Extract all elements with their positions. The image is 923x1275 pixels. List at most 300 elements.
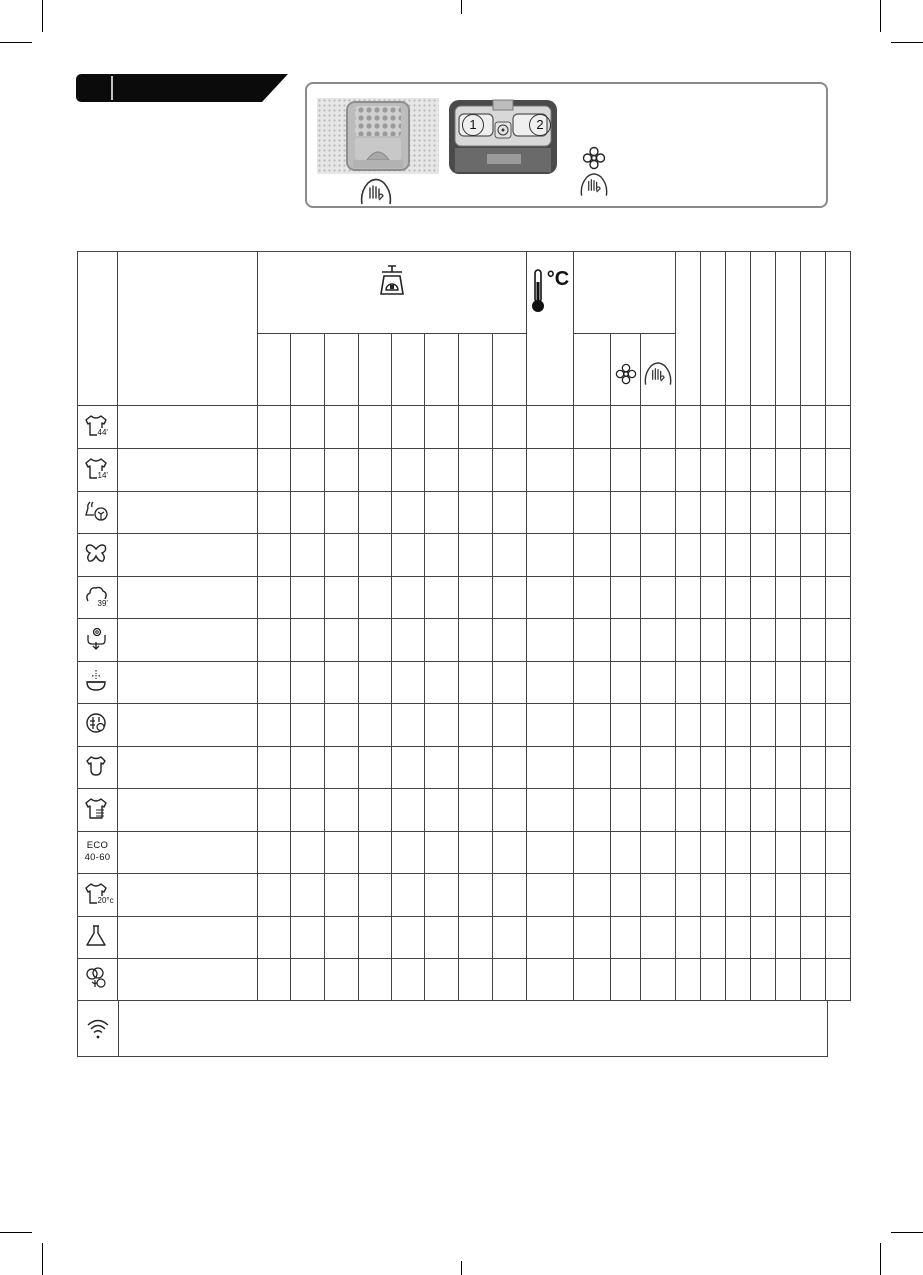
programme-cell xyxy=(493,832,527,874)
programme-cell xyxy=(392,449,425,492)
programme-cell xyxy=(118,662,258,704)
programme-cell xyxy=(493,534,527,577)
programme-cell xyxy=(726,959,751,1001)
programme-cell xyxy=(574,789,611,832)
programme-duration-label: 44' xyxy=(97,428,108,437)
programme-cell xyxy=(325,704,359,747)
programme-cell xyxy=(425,534,459,577)
programme-cell xyxy=(776,577,801,619)
programme-cell xyxy=(527,917,574,959)
header-col xyxy=(801,252,826,406)
programme-cell xyxy=(611,959,641,1001)
programme-cell xyxy=(751,577,776,619)
programme-cell xyxy=(258,619,291,662)
programme-cell xyxy=(325,789,359,832)
flask-icon xyxy=(84,924,112,952)
programme-cell xyxy=(826,577,851,619)
programme-cell xyxy=(676,406,701,449)
programme-cell xyxy=(118,449,258,492)
programme-cell xyxy=(776,406,801,449)
programme-cell xyxy=(751,704,776,747)
programme-cell xyxy=(493,406,527,449)
programme-cell xyxy=(574,577,611,619)
programme-row xyxy=(78,662,851,704)
programme-cell xyxy=(392,704,425,747)
programme-cell xyxy=(493,662,527,704)
programme-cell xyxy=(359,959,392,1001)
crop-mark xyxy=(880,0,881,32)
programme-cell xyxy=(801,619,826,662)
header-temperature xyxy=(527,252,574,406)
programme-cell xyxy=(258,789,291,832)
crop-mark xyxy=(891,42,923,43)
programme-cell xyxy=(325,449,359,492)
programme-cell xyxy=(574,832,611,874)
header-softener xyxy=(611,334,641,406)
programme-cell xyxy=(611,662,641,704)
programme-cell xyxy=(359,662,392,704)
crop-mark xyxy=(0,42,32,43)
programme-cell xyxy=(459,492,493,534)
programme-row xyxy=(78,747,851,789)
programme-cell xyxy=(291,534,325,577)
programme-cell xyxy=(826,959,851,1001)
programme-cell xyxy=(527,406,574,449)
eco-icon: ECO 40-60 xyxy=(84,840,111,863)
programme-row xyxy=(78,789,851,832)
programme-cell xyxy=(574,534,611,577)
programme-icon-cell xyxy=(78,449,118,492)
programme-cell xyxy=(359,406,392,449)
programme-icon-cell xyxy=(78,662,118,704)
programme-cell xyxy=(611,619,641,662)
programme-cell xyxy=(726,492,751,534)
programme-cell xyxy=(459,959,493,1001)
programme-cell xyxy=(574,406,611,449)
programme-cell xyxy=(801,917,826,959)
header-programme-col xyxy=(118,252,258,406)
programme-cell xyxy=(611,449,641,492)
programme-icon-cell xyxy=(78,917,118,959)
programme-cell xyxy=(493,492,527,534)
programme-cell xyxy=(359,534,392,577)
programme-cell xyxy=(641,917,676,959)
programme-cell xyxy=(527,534,574,577)
programme-cell xyxy=(392,959,425,1001)
programme-cell xyxy=(425,577,459,619)
programme-cell xyxy=(801,789,826,832)
programme-cell xyxy=(425,449,459,492)
programme-cell xyxy=(701,492,726,534)
programme-cell xyxy=(751,619,776,662)
programme-cell xyxy=(291,577,325,619)
programme-cell xyxy=(291,747,325,789)
crop-mark xyxy=(42,0,43,32)
programme-cell xyxy=(527,832,574,874)
programme-cell xyxy=(459,662,493,704)
programme-cell xyxy=(726,534,751,577)
programme-cell xyxy=(291,917,325,959)
programme-row xyxy=(78,449,851,492)
header-col xyxy=(776,252,801,406)
programme-cell xyxy=(641,619,676,662)
programme-cell xyxy=(459,406,493,449)
programme-cell xyxy=(701,534,726,577)
programme-cell xyxy=(726,874,751,917)
programme-cell xyxy=(641,492,676,534)
programme-icon-cell xyxy=(78,406,118,449)
programme-cell xyxy=(392,577,425,619)
programme-cell xyxy=(425,747,459,789)
programme-cell xyxy=(425,874,459,917)
programme-cell xyxy=(574,917,611,959)
programme-cell xyxy=(392,747,425,789)
programme-cell xyxy=(118,832,258,874)
baby-care-icon xyxy=(84,754,112,782)
programme-cell xyxy=(701,747,726,789)
programme-cell xyxy=(776,449,801,492)
programme-cell xyxy=(392,406,425,449)
programme-cell xyxy=(527,577,574,619)
programme-cell xyxy=(641,832,676,874)
programme-cell xyxy=(826,704,851,747)
hand-touch-icon xyxy=(643,361,673,387)
crop-mark xyxy=(461,1261,462,1275)
cold-20-icon xyxy=(84,881,112,909)
programme-cell xyxy=(776,747,801,789)
programme-cell xyxy=(776,492,801,534)
delicate-butterfly-icon xyxy=(84,541,112,569)
programme-cell xyxy=(258,577,291,619)
programme-icon-cell xyxy=(78,704,118,747)
programme-cell xyxy=(801,959,826,1001)
programme-cell xyxy=(359,704,392,747)
programme-cell xyxy=(826,662,851,704)
programme-cell xyxy=(359,492,392,534)
programme-cell xyxy=(776,662,801,704)
programme-cell xyxy=(611,747,641,789)
temperature-unit: °C xyxy=(546,268,570,290)
programme-icon-cell xyxy=(78,619,118,662)
programme-cell xyxy=(701,619,726,662)
programme-cell xyxy=(611,534,641,577)
programme-cell xyxy=(641,959,676,1001)
programme-cell xyxy=(392,832,425,874)
programme-cell xyxy=(701,874,726,917)
programme-cell xyxy=(611,492,641,534)
programme-cell xyxy=(258,917,291,959)
programme-cell xyxy=(425,662,459,704)
programme-cell xyxy=(493,577,527,619)
programme-cell xyxy=(726,917,751,959)
programme-cell xyxy=(826,619,851,662)
thermometer-icon xyxy=(531,268,545,314)
drum-clean-icon xyxy=(84,711,112,739)
programme-cell xyxy=(751,874,776,917)
programme-cell xyxy=(826,917,851,959)
programme-cell xyxy=(493,917,527,959)
programme-cell xyxy=(118,577,258,619)
programme-cell xyxy=(459,747,493,789)
programme-cell xyxy=(291,874,325,917)
programme-row xyxy=(78,492,851,534)
programme-cell xyxy=(527,747,574,789)
header-col xyxy=(701,252,726,406)
softener-flower-icon xyxy=(582,146,606,175)
programme-cell xyxy=(611,406,641,449)
programme-cell xyxy=(701,577,726,619)
programme-cell xyxy=(641,534,676,577)
programme-cell xyxy=(676,492,701,534)
programme-cell xyxy=(676,874,701,917)
programme-row xyxy=(78,406,851,449)
programme-cell xyxy=(459,704,493,747)
programme-cell xyxy=(574,619,611,662)
quick-39-icon xyxy=(84,584,112,612)
programme-cell xyxy=(392,534,425,577)
programme-cell xyxy=(611,917,641,959)
programme-cell xyxy=(118,492,258,534)
programme-cell xyxy=(701,704,726,747)
programme-cell xyxy=(459,874,493,917)
programme-cell xyxy=(701,449,726,492)
programme-row xyxy=(78,874,851,917)
programme-cell xyxy=(359,874,392,917)
programme-cell xyxy=(118,704,258,747)
header-icon-col xyxy=(78,252,118,406)
programme-cell xyxy=(776,534,801,577)
programme-cell xyxy=(751,747,776,789)
programme-cell xyxy=(258,662,291,704)
header-prewash xyxy=(641,334,676,406)
programme-cell xyxy=(258,406,291,449)
programme-cell xyxy=(701,832,726,874)
shirt-steam-icon xyxy=(84,796,112,824)
programme-cell xyxy=(676,832,701,874)
programme-icon-cell xyxy=(78,747,118,789)
programme-cell xyxy=(459,577,493,619)
programme-cell xyxy=(359,449,392,492)
programme-cell xyxy=(751,534,776,577)
programme-cell xyxy=(641,874,676,917)
programme-cell xyxy=(751,917,776,959)
programme-cell xyxy=(701,959,726,1001)
programme-cell xyxy=(641,789,676,832)
programme-cell xyxy=(493,789,527,832)
programme-cell xyxy=(751,662,776,704)
crop-mark xyxy=(891,1232,923,1233)
programme-cell xyxy=(118,619,258,662)
rinse-spin-icon xyxy=(84,626,112,654)
programme-cell xyxy=(359,917,392,959)
programme-cell xyxy=(493,619,527,662)
programme-cell xyxy=(801,832,826,874)
programme-cell xyxy=(826,789,851,832)
programme-cell xyxy=(459,449,493,492)
programme-cell xyxy=(676,747,701,789)
compartment-1-label: 1 xyxy=(462,114,484,136)
programme-cell xyxy=(726,619,751,662)
programme-cell xyxy=(726,704,751,747)
programme-cell xyxy=(118,534,258,577)
programme-cell xyxy=(118,406,258,449)
programme-cell xyxy=(776,704,801,747)
programme-row xyxy=(78,704,851,747)
programme-cell xyxy=(425,406,459,449)
programme-cell xyxy=(611,789,641,832)
programme-cell xyxy=(701,917,726,959)
programme-cell xyxy=(425,959,459,1001)
programme-cell xyxy=(527,789,574,832)
header-col xyxy=(826,252,851,406)
programme-duration-label: 39' xyxy=(97,598,108,608)
programme-cell xyxy=(493,747,527,789)
detergent-dispenser-panel xyxy=(305,82,828,208)
programme-duration-label: 20°c xyxy=(97,896,114,905)
programme-cell xyxy=(291,662,325,704)
programme-cell xyxy=(118,747,258,789)
cotton-drum-icon xyxy=(84,966,112,994)
programme-cell xyxy=(425,832,459,874)
programme-cell xyxy=(801,406,826,449)
programme-row xyxy=(78,577,851,619)
programme-cell xyxy=(392,789,425,832)
programme-row xyxy=(78,959,851,1001)
header-col xyxy=(751,252,776,406)
programme-cell xyxy=(325,917,359,959)
programme-cell xyxy=(676,917,701,959)
programme-cell xyxy=(359,789,392,832)
programme-cell xyxy=(776,789,801,832)
programme-cell xyxy=(611,874,641,917)
programme-cell xyxy=(751,406,776,449)
programme-cell xyxy=(291,959,325,1001)
crop-mark xyxy=(461,0,462,14)
programme-cell xyxy=(641,662,676,704)
programme-cell xyxy=(118,917,258,959)
programme-cell xyxy=(392,662,425,704)
programme-cell xyxy=(641,577,676,619)
programme-cell xyxy=(392,619,425,662)
programme-cell xyxy=(701,406,726,449)
crop-mark xyxy=(0,1232,32,1233)
crop-mark xyxy=(42,1243,43,1275)
programme-cell xyxy=(776,874,801,917)
programme-cell xyxy=(826,832,851,874)
programme-cell xyxy=(527,492,574,534)
programme-cell xyxy=(258,959,291,1001)
programme-cell xyxy=(459,534,493,577)
programme-icon-cell xyxy=(78,959,118,1001)
hand-touch-icon xyxy=(579,172,609,203)
compartment-2-label: 2 xyxy=(529,114,551,136)
programme-cell xyxy=(726,789,751,832)
programme-cell xyxy=(676,704,701,747)
programme-cell xyxy=(258,874,291,917)
programme-cell xyxy=(118,874,258,917)
quick-14-icon xyxy=(84,456,112,484)
programme-cell xyxy=(676,959,701,1001)
dispenser-photo-right xyxy=(447,98,559,174)
programme-cell xyxy=(776,959,801,1001)
programme-cell xyxy=(425,492,459,534)
programme-cell xyxy=(611,832,641,874)
programme-cell xyxy=(392,492,425,534)
programme-duration-label: 14' xyxy=(97,471,108,480)
programme-cell xyxy=(325,492,359,534)
programme-cell xyxy=(611,704,641,747)
programme-cell xyxy=(527,704,574,747)
programme-table xyxy=(77,251,851,1001)
programme-cell xyxy=(527,619,574,662)
programme-cell xyxy=(392,917,425,959)
programme-cell xyxy=(527,449,574,492)
programme-cell xyxy=(291,789,325,832)
programme-cell xyxy=(258,449,291,492)
programme-cell xyxy=(493,874,527,917)
programme-row xyxy=(78,832,851,874)
programme-cell xyxy=(425,704,459,747)
programme-cell xyxy=(359,747,392,789)
programme-cell xyxy=(826,747,851,789)
programme-icon-cell xyxy=(78,789,118,832)
programme-cell xyxy=(258,704,291,747)
programme-cell xyxy=(726,747,751,789)
dispenser-photo-left xyxy=(317,98,439,174)
programme-cell xyxy=(118,959,258,1001)
programme-cell xyxy=(776,832,801,874)
programme-cell xyxy=(493,704,527,747)
section-title-tab xyxy=(76,74,290,104)
programme-icon-cell xyxy=(78,832,118,874)
programme-cell xyxy=(801,577,826,619)
programme-cell xyxy=(291,492,325,534)
programme-cell xyxy=(291,406,325,449)
programme-cell xyxy=(291,832,325,874)
programme-cell xyxy=(801,874,826,917)
programme-cell xyxy=(676,449,701,492)
crop-mark xyxy=(880,1243,881,1275)
scale-weight-icon xyxy=(258,264,526,301)
programme-cell xyxy=(751,449,776,492)
programme-cell xyxy=(459,832,493,874)
programme-cell xyxy=(726,662,751,704)
programme-cell xyxy=(527,662,574,704)
programme-cell xyxy=(641,704,676,747)
programme-cell xyxy=(425,917,459,959)
programme-cell xyxy=(459,619,493,662)
rinse-basin-icon xyxy=(84,669,112,697)
programme-cell xyxy=(574,959,611,1001)
wifi-icon xyxy=(86,1017,110,1039)
programme-cell xyxy=(801,492,826,534)
programme-cell xyxy=(325,534,359,577)
programme-cell xyxy=(826,874,851,917)
programme-cell xyxy=(574,492,611,534)
programme-cell xyxy=(325,959,359,1001)
programme-cell xyxy=(574,704,611,747)
programme-cell xyxy=(726,406,751,449)
programme-cell xyxy=(325,577,359,619)
programme-cell xyxy=(527,874,574,917)
programme-cell xyxy=(325,747,359,789)
programme-cell xyxy=(751,789,776,832)
programme-cell xyxy=(676,577,701,619)
programme-cell xyxy=(751,959,776,1001)
programme-cell xyxy=(118,789,258,832)
programme-cell xyxy=(425,789,459,832)
programme-cell xyxy=(359,619,392,662)
